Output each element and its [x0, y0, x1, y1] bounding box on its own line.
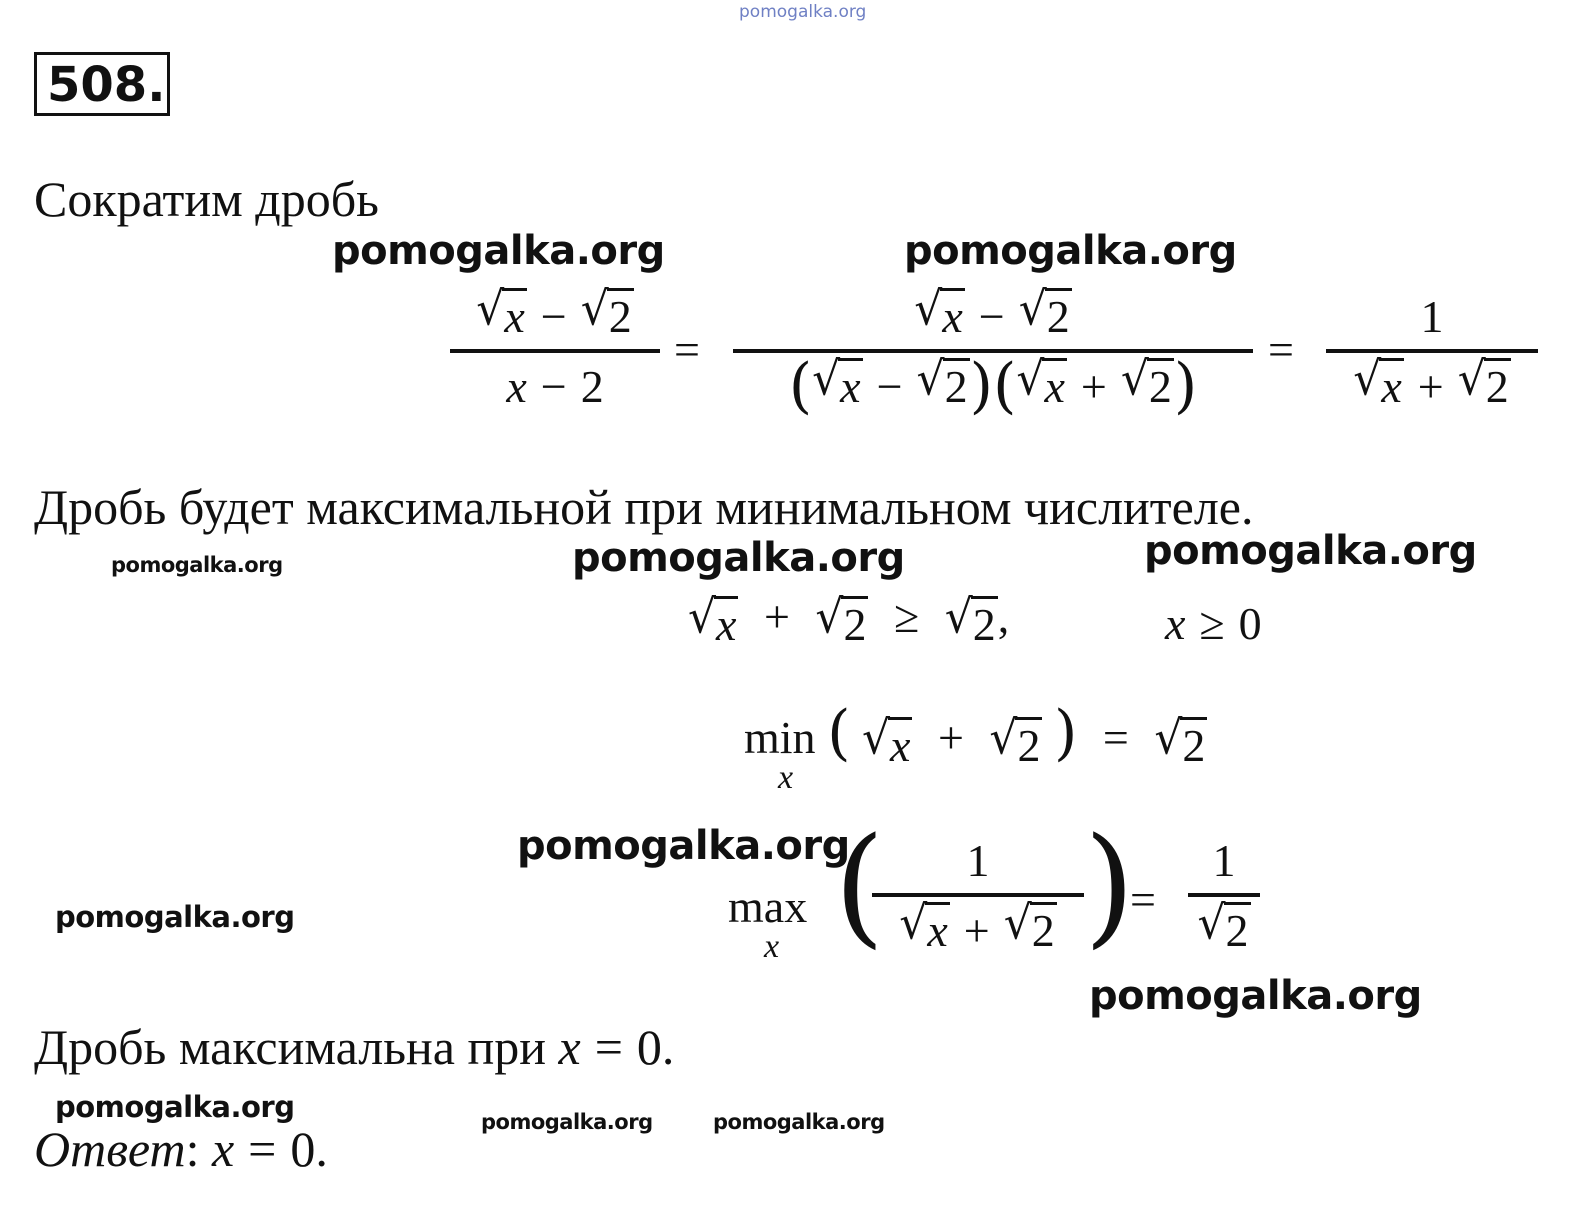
problem-number: 508.	[34, 52, 170, 116]
watermark-8: pomogalka.org	[1089, 973, 1422, 1019]
fraction-factored: √ x − √ 2 ( √ x − √ 2 ) ( √ x + √ 2 )	[733, 283, 1253, 419]
watermark-5: pomogalka.org	[1144, 528, 1477, 574]
inequality: √ x + √ 2 ≥ √ 2 ,	[688, 590, 1010, 650]
watermark-10: pomogalka.org	[481, 1110, 653, 1134]
site-watermark[interactable]: pomogalka.org	[739, 2, 867, 22]
intro-text: Сократим дробь	[34, 171, 379, 227]
equals-sign-3: =	[1130, 874, 1156, 925]
domain-condition: x ≥ 0	[1165, 598, 1262, 649]
watermark-4: pomogalka.org	[572, 535, 905, 581]
fraction-original: √ x − √ 2 x − 2	[450, 283, 660, 419]
watermark-11: pomogalka.org	[713, 1110, 885, 1134]
conclusion: Дробь максимальна при x = 0.	[34, 1019, 675, 1075]
sqrt-2: √ 2	[580, 282, 632, 343]
sqrt-x: √ x	[476, 282, 525, 343]
fraction-reduced: 1 √ x + √ 2	[1326, 283, 1538, 419]
min-expression: min x ( √ x + √ 2 ) = √ 2	[744, 698, 1206, 796]
watermark-7: pomogalka.org	[55, 900, 295, 934]
watermark-2: pomogalka.org	[904, 228, 1237, 274]
max-right-paren: )	[1084, 809, 1135, 961]
watermark-3: pomogalka.org	[111, 553, 283, 577]
max-label: max x	[728, 881, 808, 965]
answer: Ответ: x = 0.	[34, 1121, 328, 1177]
equals-sign-2: =	[1268, 324, 1294, 375]
watermark-6: pomogalka.org	[517, 823, 850, 869]
max-left-paren: (	[834, 809, 885, 961]
watermark-1: pomogalka.org	[332, 228, 665, 274]
max-result-fraction: 1 √ 2	[1188, 827, 1260, 963]
watermark-9: pomogalka.org	[55, 1090, 295, 1124]
max-statement: Дробь будет максимальной при минимальном числителе.	[34, 479, 1254, 535]
equals-sign-1: =	[674, 324, 700, 375]
max-fraction: 1 √ x + √ 2	[872, 827, 1084, 963]
